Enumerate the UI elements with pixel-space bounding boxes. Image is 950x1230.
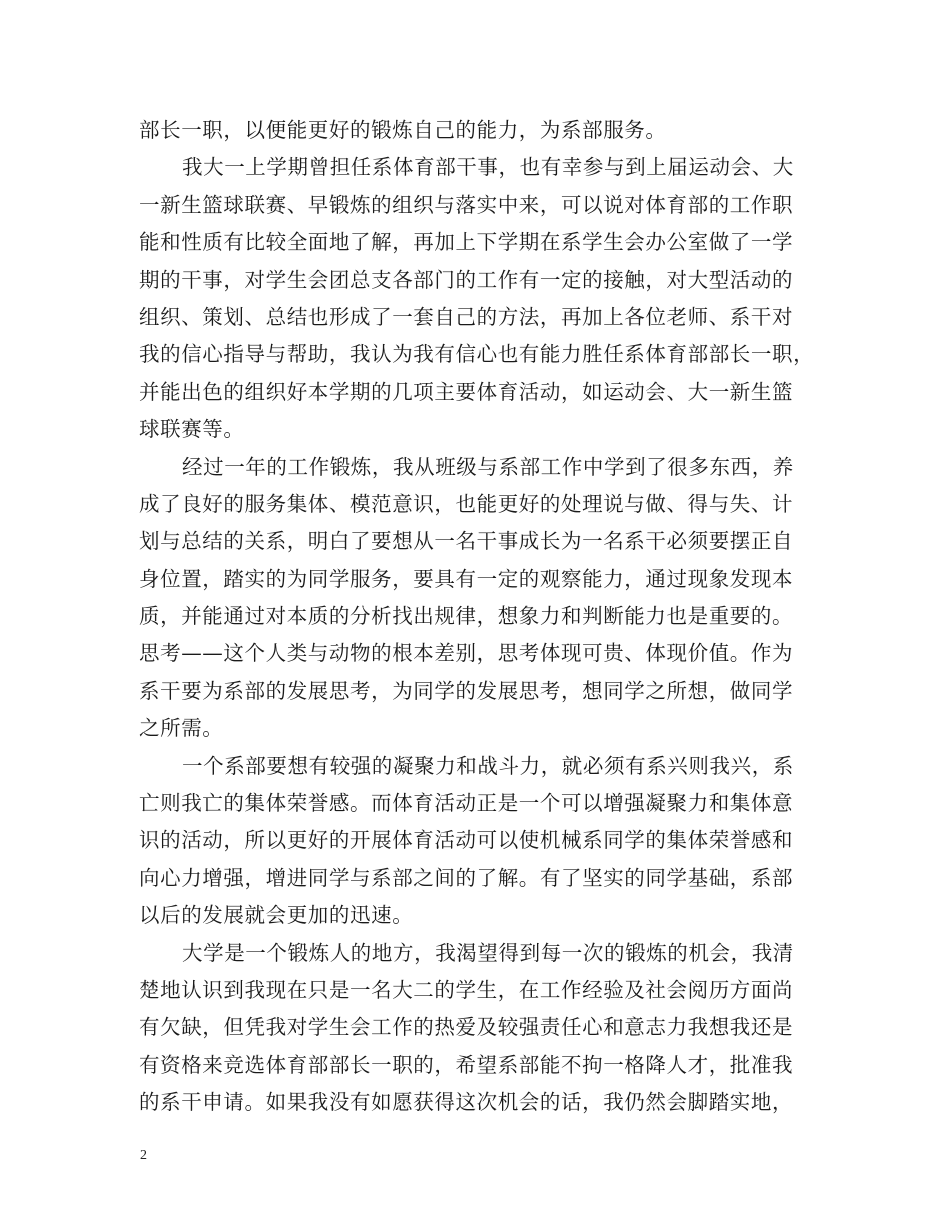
text-line: 期的干事，对学生会团总支各部门的工作有一定的接触，对大型活动的 — [139, 267, 794, 292]
paragraph-first-line: 一个系部要想有较强的凝聚力和战斗力，就必须有系兴则我兴，系 — [182, 753, 794, 778]
text-line: 能和性质有比较全面地了解，再加上下学期在系学生会办公室做了一学 — [139, 230, 794, 255]
text-line: 思考——这个人类与动物的根本差别，思考体现可贵、体现价值。作为 — [139, 641, 794, 666]
text-line: 质，并能通过对本质的分析找出规律，想象力和判断能力也是重要的。 — [139, 604, 794, 629]
text-line: 的系干申请。如果我没有如愿获得这次机会的话，我仍然会脚踏实地， — [139, 1090, 794, 1115]
text-line: 一新生篮球联赛、早锻炼的组织与落实中来，可以说对体育部的工作职 — [139, 192, 794, 217]
paragraph-first-line: 经过一年的工作锻炼，我从班级与系部工作中学到了很多东西，养 — [182, 454, 794, 479]
page-number: 2 — [140, 1148, 147, 1163]
text-line: 楚地认识到我现在只是一名大二的学生，在工作经验及社会阅历方面尚 — [139, 977, 794, 1002]
text-line: 以后的发展就会更加的迅速。 — [139, 903, 414, 928]
text-line: 向心力增强，增进同学与系部之间的了解。有了坚实的同学基础，系部 — [139, 865, 794, 890]
text-line: 组织、策划、总结也形成了一套自己的方法，再加上各位老师、系干对 — [139, 304, 794, 329]
text-line: 球联赛等。 — [139, 417, 245, 442]
text-line: 并能出色的组织好本学期的几项主要体育活动，如运动会、大一新生篮 — [139, 379, 794, 404]
text-line: 我的信心指导与帮助，我认为我有信心也有能力胜任系体育部部长一职， — [139, 342, 815, 367]
text-line: 系干要为系部的发展思考，为同学的发展思考，想同学之所想，做同学 — [139, 678, 794, 703]
text-line: 有欠缺，但凭我对学生会工作的热爱及较强责任心和意志力我想我还是 — [139, 1015, 794, 1040]
text-line: 成了良好的服务集体、模范意识，也能更好的处理说与做、得与失、计 — [139, 491, 794, 516]
text-line: 识的活动，所以更好的开展体育活动可以使机械系同学的集体荣誉感和 — [139, 828, 794, 853]
text-line: 有资格来竞选体育部部长一职的，希望系部能不拘一格降人才，批准我 — [139, 1052, 794, 1077]
text-line: 划与总结的关系，明白了要想从一名干事成长为一名系干必须要摆正自 — [139, 529, 794, 554]
paragraph-first-line: 大学是一个锻炼人的地方，我渴望得到每一次的锻炼的机会，我清 — [182, 940, 794, 965]
body-text — [139, 112, 819, 1122]
paragraph-first-line: 我大一上学期曾担任系体育部干事，也有幸参与到上届运动会、大 — [182, 155, 794, 180]
text-line: 之所需。 — [139, 716, 224, 741]
text-line: 部长一职，以便能更好的锻炼自己的能力，为系部服务。 — [139, 118, 667, 142]
text-line: 亡则我亡的集体荣誉感。而体育活动正是一个可以增强凝聚力和集体意 — [139, 791, 794, 816]
text-line: 身位置，踏实的为同学服务，要具有一定的观察能力，通过现象发现本 — [139, 566, 794, 591]
